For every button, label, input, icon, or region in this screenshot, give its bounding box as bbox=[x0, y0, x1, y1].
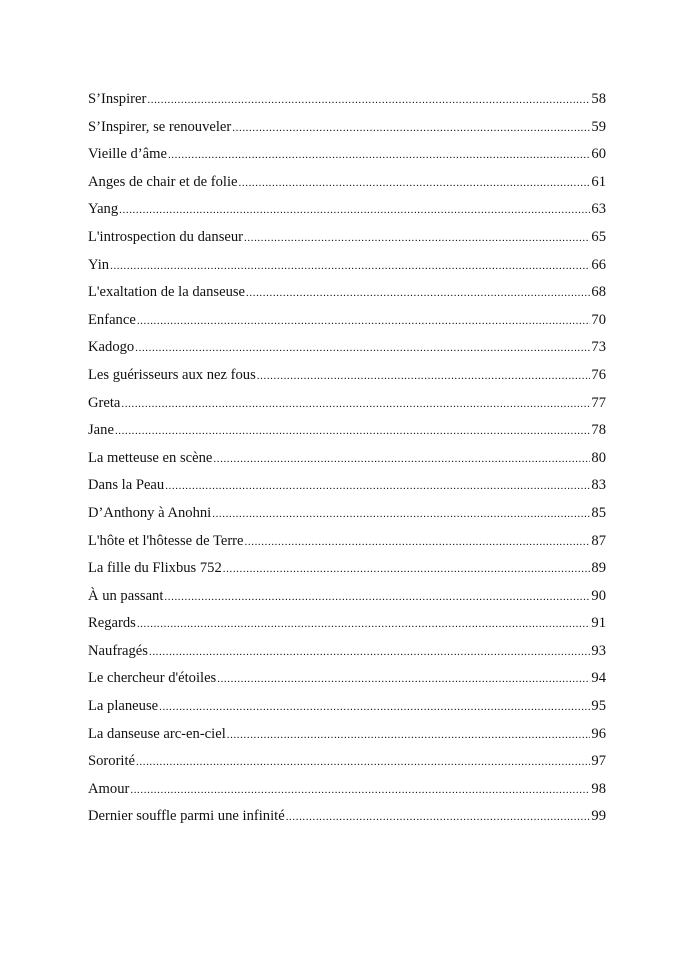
toc-entry[interactable] bbox=[88, 169, 606, 197]
toc-entry-page-number: 87 bbox=[591, 532, 606, 549]
dot-leader bbox=[119, 197, 590, 225]
toc-entry-title: Yang bbox=[88, 201, 119, 218]
toc-entry-title: Jane bbox=[88, 422, 114, 439]
toc-entry[interactable] bbox=[88, 362, 606, 390]
toc-entry[interactable] bbox=[88, 638, 606, 666]
toc-entry-title: D’Anthony à Anohni bbox=[88, 504, 212, 521]
toc-entry-page-number: 68 bbox=[591, 284, 606, 301]
toc-entry[interactable] bbox=[88, 583, 606, 611]
dot-leader bbox=[213, 446, 590, 474]
toc-entry-page-number: 80 bbox=[591, 449, 606, 466]
dot-leader bbox=[130, 777, 590, 805]
toc-entry-page-number: 93 bbox=[591, 642, 606, 659]
toc-entry[interactable] bbox=[88, 776, 606, 804]
toc-entry-page-number: 97 bbox=[591, 753, 606, 770]
toc-entry[interactable] bbox=[88, 279, 606, 307]
toc-entry-title: S’Inspirer bbox=[88, 91, 147, 107]
toc-entry-title: La fille du Flixbus 752 bbox=[88, 560, 222, 577]
toc-entry-title: Greta bbox=[88, 394, 121, 411]
toc-entry[interactable] bbox=[88, 114, 606, 142]
dot-leader bbox=[223, 556, 591, 584]
toc-entry-page-number: 60 bbox=[591, 146, 606, 163]
toc-entry-title: Anges de chair et de folie bbox=[88, 173, 238, 190]
dot-leader bbox=[165, 473, 590, 501]
dot-leader bbox=[245, 529, 591, 557]
toc-entry[interactable] bbox=[88, 472, 606, 500]
dot-leader bbox=[115, 418, 590, 446]
toc-entry[interactable] bbox=[88, 528, 606, 556]
dot-leader bbox=[147, 87, 590, 115]
toc-entry-title: La danseuse arc-en-ciel bbox=[88, 725, 226, 742]
dot-leader bbox=[212, 501, 590, 529]
toc-entry[interactable] bbox=[88, 693, 606, 721]
toc-entry[interactable] bbox=[88, 417, 606, 445]
toc-entry-page-number: 99 bbox=[591, 808, 606, 825]
dot-leader bbox=[232, 115, 590, 143]
toc-entry-page-number: 83 bbox=[591, 477, 606, 494]
toc-entry-title: L'introspection du danseur bbox=[88, 228, 244, 245]
toc-entry-title: Regards bbox=[88, 615, 136, 632]
toc-entry-title: Enfance bbox=[88, 311, 136, 328]
toc-entry-page-number: 65 bbox=[591, 228, 606, 245]
toc-entry-page-number: 61 bbox=[591, 173, 606, 190]
toc-entry[interactable] bbox=[88, 748, 606, 776]
toc-entry[interactable] bbox=[88, 390, 606, 418]
toc-entry[interactable] bbox=[88, 721, 606, 749]
toc-entry-page-number: 77 bbox=[591, 394, 606, 411]
toc-entry-page-number: 90 bbox=[591, 587, 606, 604]
toc-entry-title: Sororité bbox=[88, 753, 136, 770]
dot-leader bbox=[244, 225, 590, 253]
dot-leader bbox=[227, 722, 591, 750]
toc-entry[interactable] bbox=[88, 224, 606, 252]
dot-leader bbox=[136, 749, 590, 777]
toc-entry-page-number: 70 bbox=[591, 311, 606, 328]
toc-entry[interactable] bbox=[88, 307, 606, 335]
toc-entry-title: Les guérisseurs aux nez fous bbox=[88, 366, 256, 383]
toc-entry[interactable] bbox=[88, 500, 606, 528]
toc-entry-title: S’Inspirer, se renouveler bbox=[88, 118, 232, 135]
toc-entry[interactable] bbox=[88, 555, 606, 583]
dot-leader bbox=[121, 391, 590, 419]
dot-leader bbox=[239, 170, 591, 198]
toc-entry[interactable] bbox=[88, 141, 606, 169]
toc-entry-title: La metteuse en scène bbox=[88, 449, 213, 466]
toc-entry-title: L'exaltation de la danseuse bbox=[88, 284, 246, 301]
toc-entry-title: Dernier souffle parmi une infinité bbox=[88, 808, 285, 825]
dot-leader bbox=[286, 804, 591, 832]
toc-entry[interactable] bbox=[88, 803, 606, 831]
toc-entry-title: Vieille d’âme bbox=[88, 146, 167, 163]
toc-entry-page-number: 78 bbox=[591, 422, 606, 439]
toc-entry-page-number: 85 bbox=[591, 504, 606, 521]
table-of-contents bbox=[88, 86, 606, 831]
toc-entry-page-number: 66 bbox=[591, 256, 606, 273]
toc-entry-title: L'hôte et l'hôtesse de Terre bbox=[88, 532, 244, 549]
toc-entry[interactable] bbox=[88, 445, 606, 473]
dot-leader bbox=[168, 142, 590, 170]
dot-leader bbox=[137, 308, 591, 336]
toc-entry-title: La planeuse bbox=[88, 698, 159, 715]
dot-leader bbox=[159, 694, 590, 722]
toc-entry-title: Amour bbox=[88, 780, 130, 797]
dot-leader bbox=[246, 280, 590, 308]
dot-leader bbox=[135, 335, 590, 363]
toc-entry-page-number: 63 bbox=[591, 201, 606, 218]
toc-entry[interactable] bbox=[88, 86, 606, 114]
toc-entry[interactable] bbox=[88, 196, 606, 224]
dot-leader bbox=[164, 584, 590, 612]
toc-entry-page-number: 91 bbox=[591, 615, 606, 632]
toc-entry-title: Naufragés bbox=[88, 642, 148, 659]
dot-leader bbox=[149, 639, 590, 667]
toc-entry[interactable] bbox=[88, 665, 606, 693]
dot-leader bbox=[217, 666, 590, 694]
toc-entry-page-number: 95 bbox=[591, 698, 606, 715]
toc-entry[interactable] bbox=[88, 334, 606, 362]
toc-entry[interactable] bbox=[88, 252, 606, 280]
toc-entry-page-number: 59 bbox=[591, 118, 606, 135]
toc-entry-title: Kadogo bbox=[88, 339, 135, 356]
toc-entry-page-number: 89 bbox=[591, 560, 606, 577]
toc-entry-page-number: 58 bbox=[591, 91, 606, 107]
toc-entry-page-number: 73 bbox=[591, 339, 606, 356]
toc-entry-title: Dans la Peau bbox=[88, 477, 165, 494]
toc-entry-title: À un passant bbox=[88, 587, 164, 604]
dot-leader bbox=[257, 363, 591, 391]
toc-entry-page-number: 98 bbox=[591, 780, 606, 797]
toc-entry[interactable] bbox=[88, 610, 606, 638]
toc-entry-page-number: 94 bbox=[591, 670, 606, 687]
toc-entry-title: Yin bbox=[88, 256, 110, 273]
dot-leader bbox=[110, 253, 590, 281]
toc-entry-title: Le chercheur d'étoiles bbox=[88, 670, 217, 687]
toc-entry-page-number: 96 bbox=[591, 725, 606, 742]
toc-entry-page-number: 76 bbox=[591, 366, 606, 383]
dot-leader bbox=[137, 611, 591, 639]
